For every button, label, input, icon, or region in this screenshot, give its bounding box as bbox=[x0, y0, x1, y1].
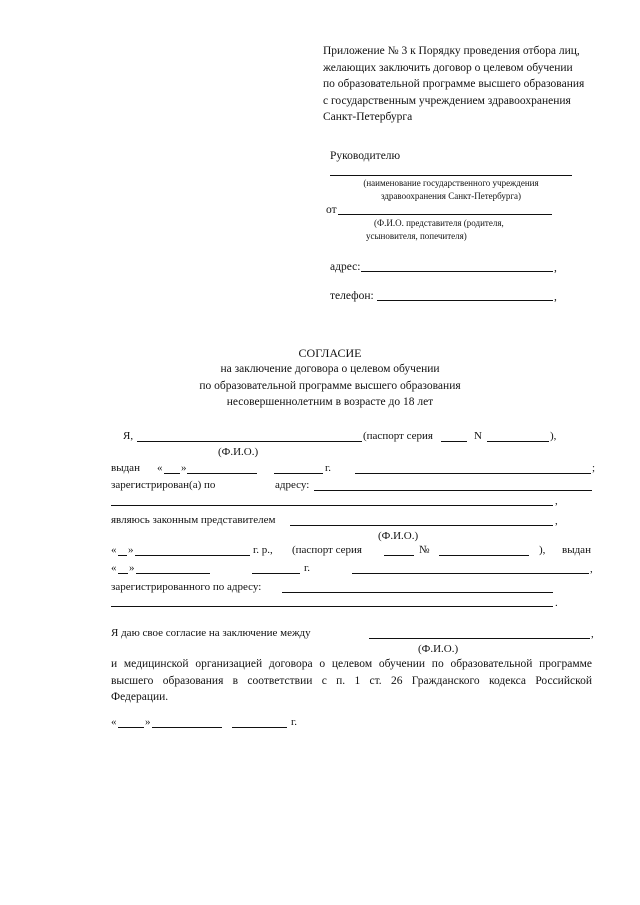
minor-passport-series-line[interactable] bbox=[384, 555, 414, 556]
consent-fio-hint: (Ф.И.О.) bbox=[418, 643, 459, 655]
passport-number-line[interactable] bbox=[487, 441, 549, 442]
fio-line[interactable] bbox=[137, 441, 362, 442]
date-day-line[interactable] bbox=[118, 727, 144, 728]
minor-passport-no-label: № bbox=[419, 544, 430, 556]
consent-comma: , bbox=[591, 628, 594, 640]
minor-registered-address-line[interactable] bbox=[282, 592, 553, 593]
minor-registered-address-line-2[interactable] bbox=[111, 606, 553, 607]
registered-comma: , bbox=[555, 495, 558, 507]
address-comma: , bbox=[554, 262, 557, 274]
registered-label: зарегистрирован(а) по bbox=[111, 479, 216, 491]
issued-year-line[interactable] bbox=[274, 473, 323, 474]
birth-date-line[interactable] bbox=[135, 555, 250, 556]
appendix-line: Санкт-Петербурга bbox=[323, 111, 413, 123]
consent-line: высшего образования в соответствии с п. 1 ст. 26 Гражданского кодекса Российской bbox=[111, 674, 592, 687]
consent-title: СОГЛАСИЕ bbox=[298, 346, 362, 360]
minor-issued-day-open: « bbox=[111, 562, 117, 574]
org-hint: (наименование государственного учреждения здравоохранения Санкт-Петербурга) bbox=[363, 178, 539, 201]
date-day-open: « bbox=[111, 716, 117, 728]
minor-issued-by-line[interactable] bbox=[352, 573, 589, 574]
address-line[interactable] bbox=[361, 271, 553, 272]
minor-issued-day-line[interactable] bbox=[118, 573, 128, 574]
phone-label: телефон: bbox=[330, 290, 374, 302]
registered-address-line-2[interactable] bbox=[111, 505, 553, 506]
issued-by-line[interactable] bbox=[355, 473, 591, 474]
issued-day-close: » bbox=[181, 462, 187, 474]
minor-issued-year-line[interactable] bbox=[252, 573, 300, 574]
appendix-line: с государственным учреждением здравоохранения bbox=[323, 94, 571, 107]
appendix-line: по образовательной программе высшего образования bbox=[323, 78, 585, 90]
passport-series-label: (паспорт серия bbox=[363, 430, 433, 442]
minor-registered-label: зарегистрированного по адресу: bbox=[111, 581, 262, 593]
minor-passport-series-label: (паспорт серия bbox=[292, 544, 362, 556]
date-g: г. bbox=[291, 716, 298, 728]
phone-comma: , bbox=[554, 291, 557, 303]
passport-series-line[interactable] bbox=[441, 441, 467, 442]
minor-issued-label: выдан bbox=[562, 544, 591, 556]
birth-year-label: г. р., bbox=[253, 544, 273, 556]
address-label: адрес: bbox=[330, 261, 361, 273]
birth-day-close: » bbox=[128, 544, 134, 556]
minor-issued-day-close: » bbox=[129, 562, 135, 574]
ya-label: Я, bbox=[123, 430, 134, 442]
consent-paragraph bbox=[111, 656, 592, 706]
close-paren: ), bbox=[550, 430, 557, 442]
consent-text-start: Я даю свое согласие на заключение между bbox=[111, 627, 311, 639]
consent-line: и медицинской организацией договора о целевом обучении по образовательной программе bbox=[111, 658, 592, 670]
minor-registered-period: . bbox=[555, 597, 558, 609]
issued-month-line[interactable] bbox=[187, 473, 257, 474]
registered-address-line[interactable] bbox=[314, 490, 592, 491]
minor-issued-g: г. bbox=[304, 562, 311, 574]
fio-hint: (Ф.И.О.) bbox=[218, 446, 259, 458]
minor-close-paren: ), bbox=[539, 544, 546, 556]
minor-issued-month-line[interactable] bbox=[136, 573, 210, 574]
minor-issued-comma: , bbox=[590, 563, 593, 575]
issued-semicolon: ; bbox=[592, 462, 596, 474]
birth-day-open: « bbox=[111, 544, 117, 556]
birth-day-line[interactable] bbox=[118, 555, 127, 556]
legal-rep-label: являюсь законным представителем bbox=[111, 514, 276, 526]
representative-name-line[interactable] bbox=[338, 214, 552, 215]
minor-fio-hint: (Ф.И.О.) bbox=[378, 530, 419, 542]
legal-rep-comma: , bbox=[555, 515, 558, 527]
minor-fio-line[interactable] bbox=[290, 525, 553, 526]
date-day-close: » bbox=[145, 716, 151, 728]
consent-subtitle: на заключение договора о целевом обучении по образовательной программе высшего образования несовершеннолетним в возрасте до 18 лет bbox=[199, 363, 461, 408]
issued-g: г. bbox=[325, 462, 332, 474]
issued-day-open: « bbox=[157, 462, 163, 474]
org-name-line[interactable] bbox=[330, 175, 572, 176]
addressee-to: Руководителю bbox=[330, 150, 401, 162]
appendix-line: желающих заключить договор о целевом обучении bbox=[323, 61, 573, 74]
date-year-line[interactable] bbox=[232, 727, 287, 728]
phone-line[interactable] bbox=[377, 300, 553, 301]
appendix-line: Приложение № 3 к Порядку проведения отбора лиц, bbox=[323, 45, 580, 57]
issued-day-line[interactable] bbox=[164, 473, 180, 474]
passport-n-label: N bbox=[474, 430, 482, 442]
from-label: от bbox=[326, 204, 337, 216]
registered-address-label: адресу: bbox=[275, 479, 310, 491]
date-month-line[interactable] bbox=[152, 727, 222, 728]
issued-label: выдан bbox=[111, 462, 140, 474]
consent-line: Федерации. bbox=[111, 691, 169, 703]
consent-fio-line[interactable] bbox=[369, 638, 590, 639]
representative-hint: (Ф.И.О. представителя (родителя, усыновителя, попечителя) bbox=[366, 218, 504, 241]
appendix-header bbox=[323, 43, 584, 126]
minor-passport-number-line[interactable] bbox=[439, 555, 529, 556]
